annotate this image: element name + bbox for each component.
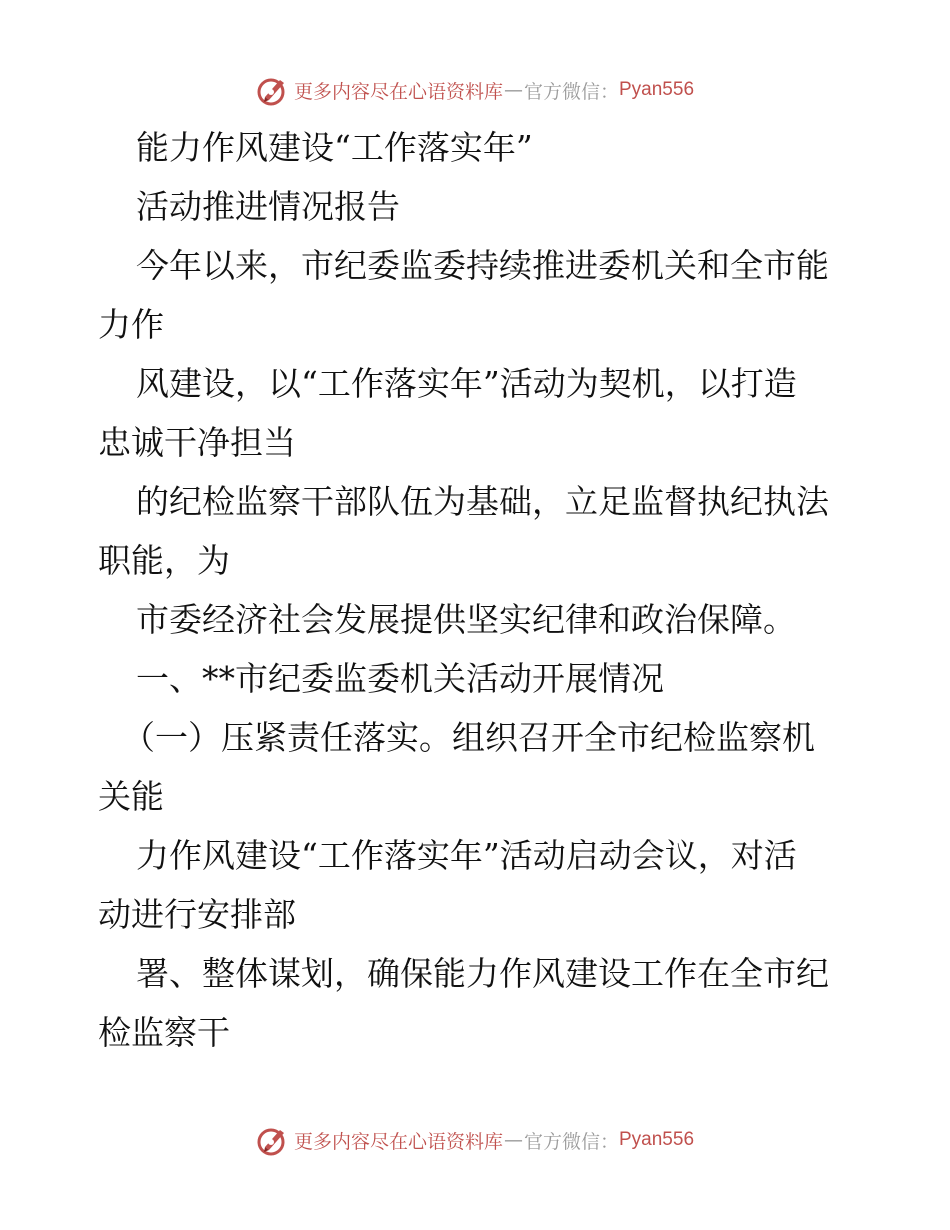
paragraph-line: 力作风建设“工作落实年”活动启动会议，对活: [136, 836, 797, 875]
watermark-wechat-id: Pyan556: [619, 1129, 695, 1150]
pen-logo-icon: [256, 73, 290, 107]
paragraph-line: 职能，为: [98, 541, 230, 580]
paragraph-line: 今年以来，市纪委监委持续推进委机关和全市能: [136, 246, 829, 285]
paragraph-line: 署、整体谋划，确保能力作风建设工作在全市纪: [136, 954, 829, 993]
page-footer-watermark: [0, 1120, 950, 1160]
paragraph-line: 动进行安排部: [98, 895, 296, 934]
paragraph-line: 的纪检监察干部队伍为基础，立足监督执纪执法: [136, 482, 829, 521]
paragraph-line: 关能: [98, 777, 164, 816]
watermark-banner: [256, 1123, 694, 1157]
section-heading: 一、**市纪委监委机关活动开展情况: [136, 659, 664, 698]
watermark-brand-text: 更多内容尽在心语资料库: [293, 80, 503, 103]
title-line-2: 活动推进情况报告: [136, 187, 400, 226]
paragraph-line: 风建设，以“工作落实年”活动为契机，以打造: [136, 364, 797, 403]
watermark-wechat-id: Pyan556: [619, 79, 695, 100]
paragraph-line: 力作: [98, 305, 164, 344]
watermark-official-label: 官方微信：: [523, 80, 619, 103]
paragraph-line: 忠诚干净担当: [98, 423, 296, 462]
watermark-dash: —: [503, 79, 523, 101]
pen-logo-icon: [256, 1123, 290, 1157]
document-body: [98, 118, 858, 1062]
title-line-1: 能力作风建设“工作落实年”: [136, 128, 533, 167]
watermark-brand-text: 更多内容尽在心语资料库: [293, 1130, 503, 1153]
page-header-watermark: [0, 70, 950, 110]
watermark-official-label: 官方微信：: [523, 1130, 619, 1153]
paragraph-line: 检监察干: [98, 1013, 230, 1052]
subsection-heading-line: （一）压紧责任落实。组织召开全市纪检监察机: [122, 718, 815, 757]
watermark-banner: [256, 73, 694, 107]
paragraph-line: 市委经济社会发展提供坚实纪律和政治保障。: [136, 600, 796, 639]
watermark-dash: —: [503, 1129, 523, 1151]
